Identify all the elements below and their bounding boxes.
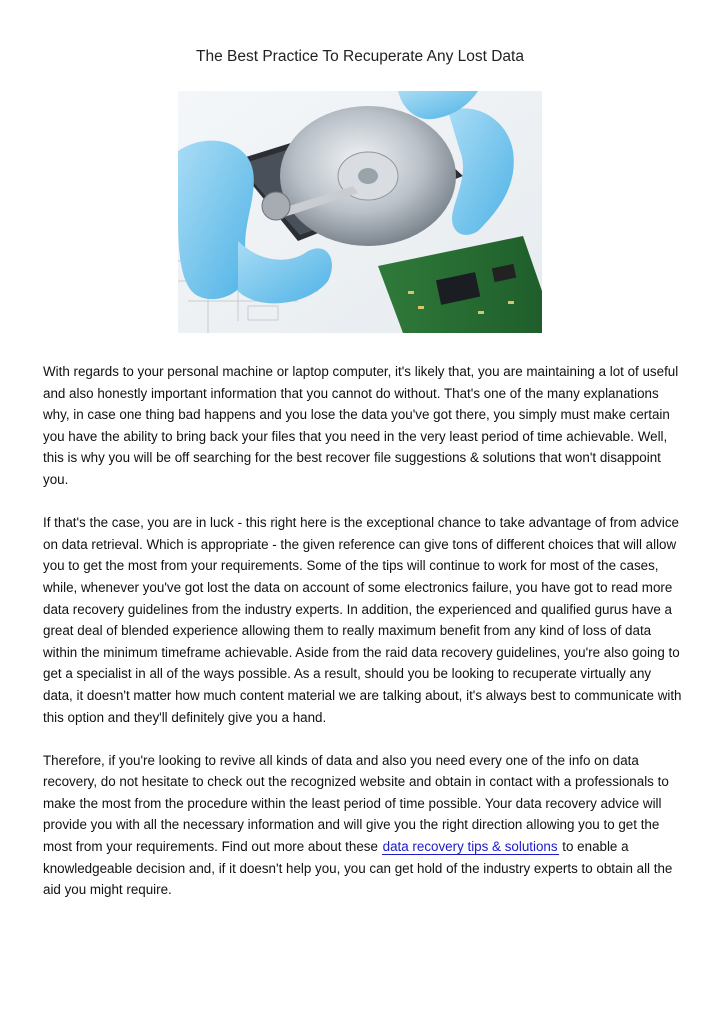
paragraph-3: [43, 750, 683, 901]
paragraph-2: If that's the case, you are in luck - this right here is the exceptional chance to take advantage of from advice on data retrieval. Which is appropriate - the given reference can give tons of different choices that will allow you to get the most from your requirements. Some of the tips will continue to work for most of the cases, while, whenever you've got lost the data on account of some electronics failure, you have got to read more data recovery guidelines from the industry experts. In addition, the experienced and qualified gurus have a great deal of blended experience allowing them to really maximum benefit from any kind of loss of data within the minimum timeframe achievable. Aside from the raid data recovery guidelines, you're also going to get a specialist in all of the ways possible. As a result, should you be looking to recuperate virtually any data, it doesn't matter how much content material we are talking about, it's always best to communicate with this option and they'll definitely give you a hand.: [43, 515, 682, 725]
hard-drive-icon: [178, 91, 542, 333]
paragraph-3-text-before: Therefore, if you're looking to revive all kinds of data and also you need every one of the info on data recovery, do not hesitate to check out the recognized website and obtain in contact with a professionals to make the most from the procedure within the least period of time possible. Your data recovery advice will provide you with all the necessary information and will give you the right direction allowing you to get the most from your requirements. Find out more about these: [43, 752, 669, 855]
hard-drive-photo: [178, 91, 542, 333]
paragraph-3-text-after: to enable a knowledgeable decision and, if it doesn't help you, you can get hold of the industry experts to obtain all the aid you might require.: [43, 839, 673, 898]
article-body: [43, 361, 683, 922]
paragraph-1: With regards to your personal machine or laptop computer, it's likely that, you are maintaining a lot of useful and also honestly important information that you cannot do without. That's one of the many explanations why, in case one thing bad happens and you lose the data you've got there, you simply must make certain you have the ability to bring back your files that you need in the very least period of time achievable. Well, this is why you will be off searching for the best recover file suggestions & solutions that won't disappoint you.: [43, 364, 679, 487]
data-recovery-tips-link[interactable]: data recovery tips & solutions: [382, 839, 558, 855]
page-title: The Best Practice To Recuperate Any Lost Data: [196, 48, 524, 65]
